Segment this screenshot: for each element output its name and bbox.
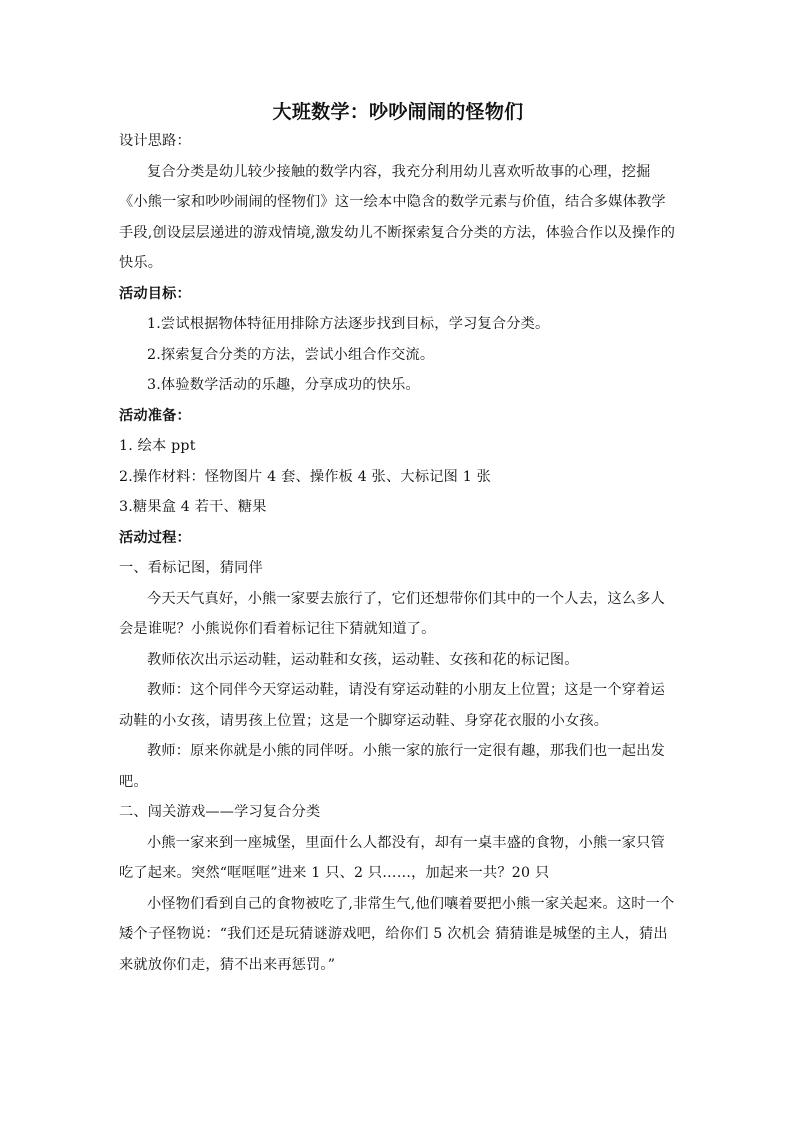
- prep-item-3: 3.糖果盒 4 若干、糖果: [119, 499, 267, 515]
- process-heading: 活动过程：: [119, 529, 191, 546]
- section1-paragraph-4: 教师：原来你就是小熊的同伴呀。小熊一家的旅行一定很有趣，那我们也一起出发吧。: [119, 743, 665, 790]
- prep-item-1: 1. 绘本 ppt: [119, 438, 196, 454]
- section2-paragraph-1: 小熊一家来到一座城堡，里面什么人都没有，却有一桌丰盛的食物，小熊一家只管吃了起来。突然“哐哐哐”进来 1 只、2 只……，加起来一共？20 只: [119, 834, 665, 881]
- section1-paragraph-2: 教师依次出示运动鞋，运动鞋和女孩，运动鞋、女孩和花的标记图。: [147, 651, 579, 668]
- section2-paragraph-2: 小怪物们看到自己的食物被吃了,非常生气,他们嚷着要把小熊一家关起来。这时一个矮个子怪物说：“我们还是玩猜谜游戏吧，给你们 5 次机会 猜猜谁是城堡的主人，猜出来就放你们走，猜不出来再惩罚。”: [119, 895, 675, 973]
- goal-item-1: 1.尝试根据物体特征用排除方法逐步找到目标，学习复合分类。: [147, 316, 550, 332]
- prep-heading: 活动准备：: [119, 407, 191, 424]
- goal-item-3: 3.体验数学活动的乐趣，分享成功的快乐。: [147, 377, 420, 393]
- design-heading: 设计思路：: [119, 133, 191, 149]
- document-title: 大班数学：吵吵闹闹的怪物们: [272, 101, 524, 123]
- document-body: [119, 98, 677, 980]
- goals-heading: 活动目标：: [119, 285, 191, 302]
- section1-heading: 一、看标记图，猜同伴: [119, 560, 263, 576]
- design-paragraph: 复合分类是幼儿较少接触的数学内容，我充分利用幼儿喜欢听故事的心理，挖掘《小熊一家和吵吵闹闹的怪物们》这一绘本中隐含的数学元素与价值，结合多媒体教学手段,创设层层递进的游戏情境,激发幼儿不断探索复合分类的方法，体验合作以及操作的快乐。: [119, 163, 676, 271]
- section1-paragraph-1: 今天天气真好，小熊一家要去旅行了，它们还想带你们其中的一个人去，这么多人会是谁呢？小熊说你们看着标记往下猜就知道了。: [119, 590, 665, 637]
- section2-heading: 二、闯关游戏——学习复合分类: [119, 804, 321, 820]
- prep-item-2: 2.操作材料：怪物图片 4 套、操作板 4 张、大标记图 1 张: [119, 468, 492, 485]
- section1-paragraph-3: 教师：这个同伴今天穿运动鞋，请没有穿运动鞋的小朋友上位置；这是一个穿着运动鞋的小女孩，请男孩上位置；这是一个脚穿运动鞋、身穿花衣服的小女孩。: [119, 682, 665, 729]
- goal-item-2: 2.探索复合分类的方法，尝试小组合作交流。: [147, 346, 435, 363]
